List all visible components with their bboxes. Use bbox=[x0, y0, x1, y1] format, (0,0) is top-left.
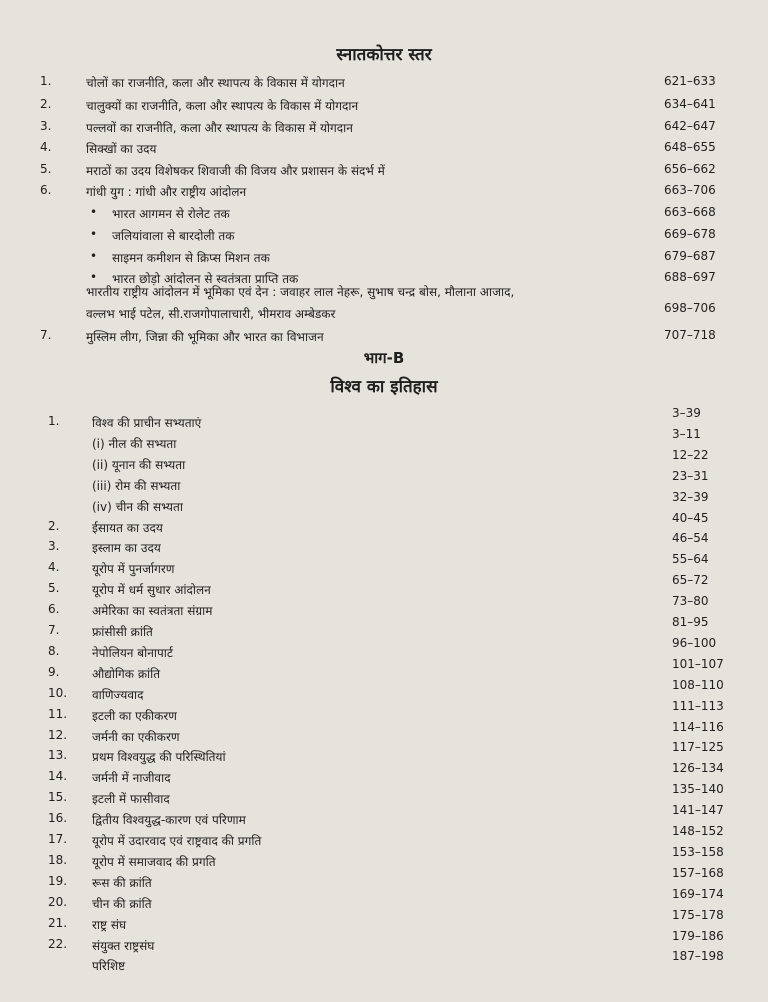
entry-pages: 135–140 bbox=[672, 782, 724, 796]
entry-pages: 656–662 bbox=[664, 162, 716, 176]
entry-title: ईसायत का उदय bbox=[92, 521, 163, 535]
toc-entry bbox=[0, 448, 768, 474]
entry-number: 11. bbox=[48, 707, 68, 721]
entry-pages: 187–198 bbox=[672, 949, 724, 963]
toc-subentry bbox=[0, 205, 768, 223]
entry-title: संयुक्त राष्ट्रसंघ bbox=[92, 939, 155, 953]
entry-pages: 73–80 bbox=[672, 594, 709, 608]
bullet-icon: • bbox=[90, 270, 98, 284]
toc-entry bbox=[0, 740, 768, 766]
entry-pages: 621–633 bbox=[664, 74, 716, 88]
toc-entry bbox=[0, 183, 768, 201]
entry-number: 1. bbox=[48, 414, 60, 428]
entry-title: चोलों का राजनीति, कला और स्थापत्य के विकास में योगदान bbox=[86, 76, 345, 90]
toc-entry bbox=[0, 866, 768, 892]
subentry-title: साइमन कमीशन से क्रिप्स मिशन तक bbox=[112, 251, 270, 265]
roles-pages: 698–706 bbox=[664, 301, 716, 315]
part-heading: भाग-B bbox=[363, 349, 405, 367]
entry-title: औद्योगिक क्रांति bbox=[92, 667, 161, 681]
toc-entry bbox=[0, 657, 768, 683]
entry-title: जर्मनी में नाजीवाद bbox=[92, 771, 171, 785]
entry-title: (ii) यूनान की सभ्यता bbox=[92, 458, 186, 472]
entry-title: राष्ट्र संघ bbox=[92, 918, 127, 932]
toc-subentry bbox=[0, 227, 768, 245]
entry-pages: 23–31 bbox=[672, 469, 709, 483]
entry-title: गांधी युग : गांधी और राष्ट्रीय आंदोलन bbox=[86, 185, 247, 199]
entry-pages: 169–174 bbox=[672, 887, 724, 901]
entry-number: 9. bbox=[48, 665, 60, 679]
entry-number: 3. bbox=[48, 539, 60, 553]
entry-title: (i) नील की सभ्यता bbox=[92, 437, 177, 451]
entry-number: 13. bbox=[48, 748, 68, 762]
toc-entry bbox=[0, 406, 768, 432]
entry-pages: 108–110 bbox=[672, 678, 724, 692]
entry-title: सिक्खों का उदय bbox=[86, 142, 157, 156]
entry-number: 20. bbox=[48, 895, 68, 909]
entry-number: 14. bbox=[48, 769, 68, 783]
entry-title: इटली में फासीवाद bbox=[92, 792, 170, 806]
entry-number: 4. bbox=[48, 560, 60, 574]
toc-entry bbox=[0, 720, 768, 746]
section-title-pg: स्नातकोत्तर स्तर bbox=[336, 45, 432, 65]
entry-number: 6. bbox=[40, 183, 52, 197]
subentry-pages: 669–678 bbox=[664, 227, 716, 241]
entry-number: 2. bbox=[48, 519, 60, 533]
entry-title: पल्लवों का राजनीति, कला और स्थापत्य के विकास में योगदान bbox=[86, 121, 353, 135]
bullet-icon: • bbox=[90, 205, 98, 219]
toc-entry bbox=[0, 531, 768, 557]
entry-title: चालुक्यों का राजनीति, कला और स्थापत्य के विकास में योगदान bbox=[86, 99, 359, 113]
entry-pages: 32–39 bbox=[672, 490, 709, 504]
entry-pages: 157–168 bbox=[672, 866, 724, 880]
toc-entry bbox=[0, 824, 768, 850]
entry-title: मराठों का उदय विशेषकर शिवाजी की विजय और प्रशासन के संदर्भ में bbox=[86, 164, 385, 178]
entry-title: जर्मनी का एकीकरण bbox=[92, 730, 180, 744]
toc-entry bbox=[0, 761, 768, 787]
entry-title: इटली का एकीकरण bbox=[92, 709, 177, 723]
toc-entry bbox=[0, 845, 768, 871]
toc-subentry bbox=[0, 249, 768, 267]
entry-pages: 642–647 bbox=[664, 119, 716, 133]
entry-title: मुस्लिम लीग, जिन्ना की भूमिका और भारत का विभाजन bbox=[86, 330, 324, 344]
toc-entry bbox=[0, 328, 768, 346]
entry-title: यूरोप में उदारवाद एवं राष्ट्रवाद की प्रगति bbox=[92, 834, 262, 848]
subentry-pages: 688–697 bbox=[664, 270, 716, 284]
entry-pages: 126–134 bbox=[672, 761, 724, 775]
subentry-title: भारत आगमन से रोलेट तक bbox=[112, 207, 230, 221]
toc-entry bbox=[0, 615, 768, 641]
roles-line-1: भारतीय राष्ट्रीय आंदोलन में भूमिका एवं देन : जवाहर लाल नेहरू, सुभाष चन्द्र बोस, मौलाना आजाद, bbox=[86, 285, 515, 299]
entry-title: अमेरिका का स्वतंत्रता संग्राम bbox=[92, 604, 213, 618]
subentry-title: जलियांवाला से बारदोली तक bbox=[112, 229, 235, 243]
entry-number: 5. bbox=[48, 581, 60, 595]
entry-pages: 46–54 bbox=[672, 531, 709, 545]
roles-line-2: वल्लभ भाई पटेल, सी.राजगोपालाचारी, भीमराव अम्बेडकर bbox=[86, 307, 336, 321]
toc-entry bbox=[0, 74, 768, 92]
entry-number: 5. bbox=[40, 162, 52, 176]
entry-title: द्वितीय विश्वयुद्ध-कारण एवं परिणाम bbox=[92, 813, 246, 827]
entry-number: 7. bbox=[48, 623, 60, 637]
toc-entry bbox=[0, 552, 768, 578]
entry-title: प्रथम विश्वयुद्ध की परिस्थितियां bbox=[92, 750, 226, 764]
entry-pages: 101–107 bbox=[672, 657, 724, 671]
toc-entry bbox=[0, 782, 768, 808]
entry-title: (iv) चीन की सभ्यता bbox=[92, 500, 183, 514]
entry-pages: 3–11 bbox=[672, 427, 701, 441]
entry-number: 22. bbox=[48, 937, 68, 951]
toc-entry bbox=[0, 803, 768, 829]
entry-pages: 663–706 bbox=[664, 183, 716, 197]
entry-number: 4. bbox=[40, 140, 52, 154]
entry-number: 21. bbox=[48, 916, 68, 930]
toc-entry bbox=[0, 97, 768, 115]
toc-entry bbox=[0, 678, 768, 704]
toc-entry-roles bbox=[0, 283, 768, 323]
entry-number: 15. bbox=[48, 790, 68, 804]
toc-entry bbox=[0, 594, 768, 620]
entry-pages: 707–718 bbox=[664, 328, 716, 342]
entry-pages: 141–147 bbox=[672, 803, 724, 817]
entry-pages: 55–64 bbox=[672, 552, 709, 566]
subentry-pages: 663–668 bbox=[664, 205, 716, 219]
entry-pages: 114–116 bbox=[672, 720, 724, 734]
toc-entry bbox=[0, 699, 768, 725]
toc-entry bbox=[0, 908, 768, 934]
entry-number: 17. bbox=[48, 832, 68, 846]
toc-entry bbox=[0, 119, 768, 137]
entry-pages: 96–100 bbox=[672, 636, 717, 650]
bullet-icon: • bbox=[90, 227, 98, 241]
subentry-title: भारत छोड़ो आंदोलन से स्वतंत्रता प्राप्ति तक bbox=[112, 272, 299, 286]
toc-entry bbox=[0, 469, 768, 495]
toc-entry bbox=[0, 929, 768, 955]
section-title-world: विश्व का इतिहास bbox=[330, 377, 438, 397]
entry-pages: 111–113 bbox=[672, 699, 724, 713]
toc-entry bbox=[0, 636, 768, 662]
entry-number: 2. bbox=[40, 97, 52, 111]
entry-title: यूरोप में पुनर्जागरण bbox=[92, 562, 175, 576]
toc-entry bbox=[0, 573, 768, 599]
entry-pages: 148–152 bbox=[672, 824, 724, 838]
entry-number: 19. bbox=[48, 874, 68, 888]
entry-number: 7. bbox=[40, 328, 52, 342]
toc-entry bbox=[0, 887, 768, 913]
entry-pages: 40–45 bbox=[672, 511, 709, 525]
entry-number: 16. bbox=[48, 811, 68, 825]
toc-entry bbox=[0, 427, 768, 453]
entry-title: यूरोप में धर्म सुधार आंदोलन bbox=[92, 583, 211, 597]
bullet-icon: • bbox=[90, 249, 98, 263]
entry-number: 3. bbox=[40, 119, 52, 133]
entry-title: विश्व की प्राचीन सभ्यताएं bbox=[92, 416, 202, 430]
entry-number: 18. bbox=[48, 853, 68, 867]
entry-title: नेपोलियन बोनापार्ट bbox=[92, 646, 173, 660]
entry-number: 8. bbox=[48, 644, 60, 658]
entry-pages: 179–186 bbox=[672, 929, 724, 943]
entry-pages: 153–158 bbox=[672, 845, 724, 859]
entry-pages: 81–95 bbox=[672, 615, 709, 629]
entry-pages: 175–178 bbox=[672, 908, 724, 922]
entry-pages: 117–125 bbox=[672, 740, 724, 754]
entry-title: रूस की क्रांति bbox=[92, 876, 152, 890]
entry-title: फ्रांसीसी क्रांति bbox=[92, 625, 153, 639]
entry-pages: 634–641 bbox=[664, 97, 716, 111]
toc-entry bbox=[0, 511, 768, 537]
entry-number: 6. bbox=[48, 602, 60, 616]
toc-entry bbox=[0, 490, 768, 516]
toc-entry bbox=[0, 140, 768, 158]
toc-entry bbox=[0, 162, 768, 180]
entry-title: परिशिष्ट bbox=[92, 959, 126, 973]
entry-number: 12. bbox=[48, 728, 68, 742]
toc-entry bbox=[0, 949, 768, 975]
entry-pages: 12–22 bbox=[672, 448, 709, 462]
entry-title: वाणिज्यवाद bbox=[92, 688, 144, 702]
entry-pages: 65–72 bbox=[672, 573, 709, 587]
entry-title: (iii) रोम की सभ्यता bbox=[92, 479, 181, 493]
entry-pages: 648–655 bbox=[664, 140, 716, 154]
entry-title: यूरोप में समाजवाद की प्रगति bbox=[92, 855, 216, 869]
entry-title: चीन की क्रांति bbox=[92, 897, 152, 911]
entry-title: इस्लाम का उदय bbox=[92, 541, 161, 555]
subentry-pages: 679–687 bbox=[664, 249, 716, 263]
entry-number: 1. bbox=[40, 74, 52, 88]
entry-number: 10. bbox=[48, 686, 68, 700]
entry-pages: 3–39 bbox=[672, 406, 701, 420]
